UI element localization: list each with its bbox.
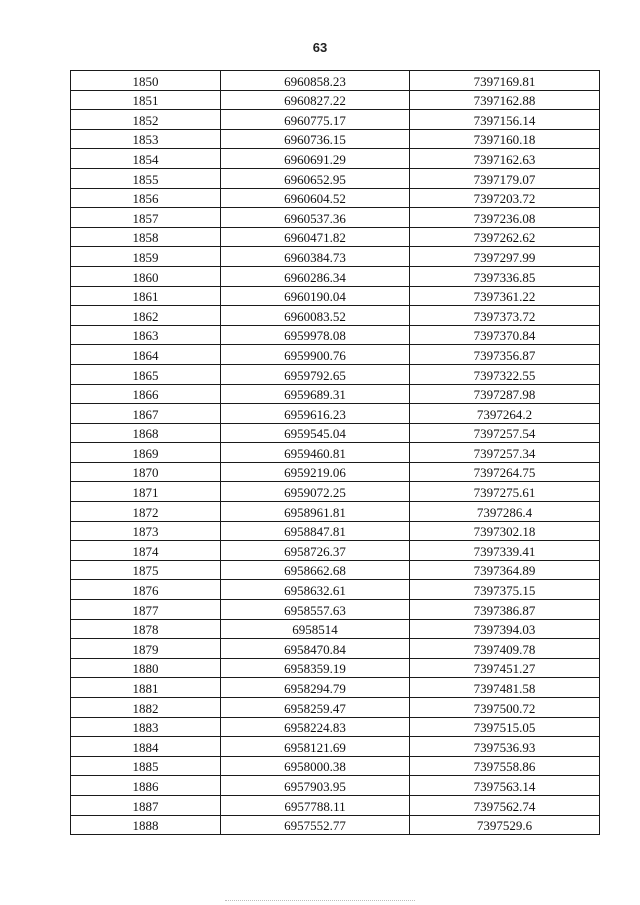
x-coordinate-cell: 6958359.19 — [221, 658, 410, 678]
point-number-cell: 1869 — [71, 443, 221, 463]
point-number-cell: 1856 — [71, 188, 221, 208]
point-number-cell: 1887 — [71, 795, 221, 815]
point-number-cell: 1867 — [71, 404, 221, 424]
x-coordinate-cell: 6959072.25 — [221, 482, 410, 502]
point-number-cell: 1863 — [71, 325, 221, 345]
x-coordinate-cell: 6958632.61 — [221, 580, 410, 600]
x-coordinate-cell: 6958470.84 — [221, 639, 410, 659]
table-row — [71, 266, 600, 286]
table-row — [71, 423, 600, 443]
table-row — [71, 462, 600, 482]
x-coordinate-cell: 6960736.15 — [221, 129, 410, 149]
point-number-cell: 1857 — [71, 208, 221, 228]
y-coordinate-cell: 7397179.07 — [410, 168, 600, 188]
y-coordinate-cell: 7397451.27 — [410, 658, 600, 678]
x-coordinate-cell: 6958961.81 — [221, 502, 410, 522]
point-number-cell: 1879 — [71, 639, 221, 659]
y-coordinate-cell: 7397563.14 — [410, 776, 600, 796]
y-coordinate-cell: 7397394.03 — [410, 619, 600, 639]
x-coordinate-cell: 6958557.63 — [221, 600, 410, 620]
y-coordinate-cell: 7397162.63 — [410, 149, 600, 169]
table-row — [71, 502, 600, 522]
y-coordinate-cell: 7397386.87 — [410, 600, 600, 620]
table-body — [71, 71, 600, 835]
y-coordinate-cell: 7397262.62 — [410, 227, 600, 247]
point-number-cell: 1852 — [71, 110, 221, 130]
y-coordinate-cell: 7397373.72 — [410, 306, 600, 326]
x-coordinate-cell: 6959900.76 — [221, 345, 410, 365]
x-coordinate-cell: 6958726.37 — [221, 541, 410, 561]
y-coordinate-cell: 7397264.2 — [410, 404, 600, 424]
x-coordinate-cell: 6960471.82 — [221, 227, 410, 247]
x-coordinate-cell: 6960604.52 — [221, 188, 410, 208]
table-row — [71, 541, 600, 561]
x-coordinate-cell: 6957552.77 — [221, 815, 410, 835]
point-number-cell: 1875 — [71, 560, 221, 580]
x-coordinate-cell: 6960858.23 — [221, 71, 410, 91]
point-number-cell: 1884 — [71, 737, 221, 757]
point-number-cell: 1864 — [71, 345, 221, 365]
x-coordinate-cell: 6960775.17 — [221, 110, 410, 130]
coordinates-table — [70, 70, 600, 835]
y-coordinate-cell: 7397562.74 — [410, 795, 600, 815]
point-number-cell: 1859 — [71, 247, 221, 267]
x-coordinate-cell: 6958000.38 — [221, 756, 410, 776]
table-row — [71, 90, 600, 110]
table-row — [71, 795, 600, 815]
point-number-cell: 1883 — [71, 717, 221, 737]
x-coordinate-cell: 6959460.81 — [221, 443, 410, 463]
table-row — [71, 345, 600, 365]
x-coordinate-cell: 6959689.31 — [221, 384, 410, 404]
point-number-cell: 1858 — [71, 227, 221, 247]
table-row — [71, 698, 600, 718]
y-coordinate-cell: 7397339.41 — [410, 541, 600, 561]
x-coordinate-cell: 6957903.95 — [221, 776, 410, 796]
x-coordinate-cell: 6958121.69 — [221, 737, 410, 757]
x-coordinate-cell: 6959545.04 — [221, 423, 410, 443]
point-number-cell: 1881 — [71, 678, 221, 698]
table-row — [71, 678, 600, 698]
y-coordinate-cell: 7397275.61 — [410, 482, 600, 502]
point-number-cell: 1854 — [71, 149, 221, 169]
point-number-cell: 1877 — [71, 600, 221, 620]
y-coordinate-cell: 7397536.93 — [410, 737, 600, 757]
point-number-cell: 1886 — [71, 776, 221, 796]
table-row — [71, 364, 600, 384]
y-coordinate-cell: 7397529.6 — [410, 815, 600, 835]
y-coordinate-cell: 7397361.22 — [410, 286, 600, 306]
y-coordinate-cell: 7397236.08 — [410, 208, 600, 228]
table-row — [71, 815, 600, 835]
y-coordinate-cell: 7397336.85 — [410, 266, 600, 286]
y-coordinate-cell: 7397322.55 — [410, 364, 600, 384]
table-row — [71, 756, 600, 776]
point-number-cell: 1861 — [71, 286, 221, 306]
table-row — [71, 560, 600, 580]
table-row — [71, 580, 600, 600]
y-coordinate-cell: 7397515.05 — [410, 717, 600, 737]
point-number-cell: 1872 — [71, 502, 221, 522]
table-row — [71, 717, 600, 737]
point-number-cell: 1882 — [71, 698, 221, 718]
point-number-cell: 1855 — [71, 168, 221, 188]
table-row — [71, 737, 600, 757]
y-coordinate-cell: 7397297.99 — [410, 247, 600, 267]
point-number-cell: 1876 — [71, 580, 221, 600]
table-row — [71, 521, 600, 541]
table-row — [71, 443, 600, 463]
y-coordinate-cell: 7397160.18 — [410, 129, 600, 149]
table-row — [71, 110, 600, 130]
x-coordinate-cell: 6958259.47 — [221, 698, 410, 718]
y-coordinate-cell: 7397375.15 — [410, 580, 600, 600]
x-coordinate-cell: 6958224.83 — [221, 717, 410, 737]
page-number: 63 — [312, 40, 328, 55]
table-row — [71, 404, 600, 424]
y-coordinate-cell: 7397162.88 — [410, 90, 600, 110]
point-number-cell: 1871 — [71, 482, 221, 502]
x-coordinate-cell: 6958847.81 — [221, 521, 410, 541]
point-number-cell: 1885 — [71, 756, 221, 776]
footer-divider — [225, 900, 415, 901]
x-coordinate-cell: 6959978.08 — [221, 325, 410, 345]
x-coordinate-cell: 6958662.68 — [221, 560, 410, 580]
x-coordinate-cell: 6960827.22 — [221, 90, 410, 110]
table-row — [71, 306, 600, 326]
table-row — [71, 286, 600, 306]
table-row — [71, 149, 600, 169]
y-coordinate-cell: 7397364.89 — [410, 560, 600, 580]
y-coordinate-cell: 7397356.87 — [410, 345, 600, 365]
y-coordinate-cell: 7397203.72 — [410, 188, 600, 208]
table-row — [71, 619, 600, 639]
y-coordinate-cell: 7397287.98 — [410, 384, 600, 404]
table-row — [71, 600, 600, 620]
table-row — [71, 482, 600, 502]
x-coordinate-cell: 6958514 — [221, 619, 410, 639]
x-coordinate-cell: 6960083.52 — [221, 306, 410, 326]
table-row — [71, 168, 600, 188]
x-coordinate-cell: 6959219.06 — [221, 462, 410, 482]
point-number-cell: 1874 — [71, 541, 221, 561]
y-coordinate-cell: 7397257.34 — [410, 443, 600, 463]
table-row — [71, 71, 600, 91]
x-coordinate-cell: 6960537.36 — [221, 208, 410, 228]
y-coordinate-cell: 7397558.86 — [410, 756, 600, 776]
table-row — [71, 384, 600, 404]
x-coordinate-cell: 6960652.95 — [221, 168, 410, 188]
point-number-cell: 1862 — [71, 306, 221, 326]
x-coordinate-cell: 6959792.65 — [221, 364, 410, 384]
x-coordinate-cell: 6960384.73 — [221, 247, 410, 267]
table-row — [71, 247, 600, 267]
point-number-cell: 1868 — [71, 423, 221, 443]
point-number-cell: 1873 — [71, 521, 221, 541]
point-number-cell: 1860 — [71, 266, 221, 286]
x-coordinate-cell: 6960286.34 — [221, 266, 410, 286]
y-coordinate-cell: 7397286.4 — [410, 502, 600, 522]
point-number-cell: 1850 — [71, 71, 221, 91]
x-coordinate-cell: 6957788.11 — [221, 795, 410, 815]
point-number-cell: 1865 — [71, 364, 221, 384]
x-coordinate-cell: 6960190.04 — [221, 286, 410, 306]
point-number-cell: 1880 — [71, 658, 221, 678]
table-row — [71, 188, 600, 208]
table-row — [71, 639, 600, 659]
y-coordinate-cell: 7397481.58 — [410, 678, 600, 698]
point-number-cell: 1878 — [71, 619, 221, 639]
y-coordinate-cell: 7397370.84 — [410, 325, 600, 345]
point-number-cell: 1888 — [71, 815, 221, 835]
y-coordinate-cell: 7397500.72 — [410, 698, 600, 718]
y-coordinate-cell: 7397169.81 — [410, 71, 600, 91]
table-row — [71, 208, 600, 228]
table-row — [71, 227, 600, 247]
y-coordinate-cell: 7397264.75 — [410, 462, 600, 482]
y-coordinate-cell: 7397156.14 — [410, 110, 600, 130]
x-coordinate-cell: 6958294.79 — [221, 678, 410, 698]
x-coordinate-cell: 6959616.23 — [221, 404, 410, 424]
point-number-cell: 1870 — [71, 462, 221, 482]
point-number-cell: 1851 — [71, 90, 221, 110]
x-coordinate-cell: 6960691.29 — [221, 149, 410, 169]
y-coordinate-cell: 7397257.54 — [410, 423, 600, 443]
point-number-cell: 1853 — [71, 129, 221, 149]
table-row — [71, 776, 600, 796]
table-row — [71, 129, 600, 149]
table-row — [71, 658, 600, 678]
y-coordinate-cell: 7397302.18 — [410, 521, 600, 541]
y-coordinate-cell: 7397409.78 — [410, 639, 600, 659]
table-row — [71, 325, 600, 345]
point-number-cell: 1866 — [71, 384, 221, 404]
